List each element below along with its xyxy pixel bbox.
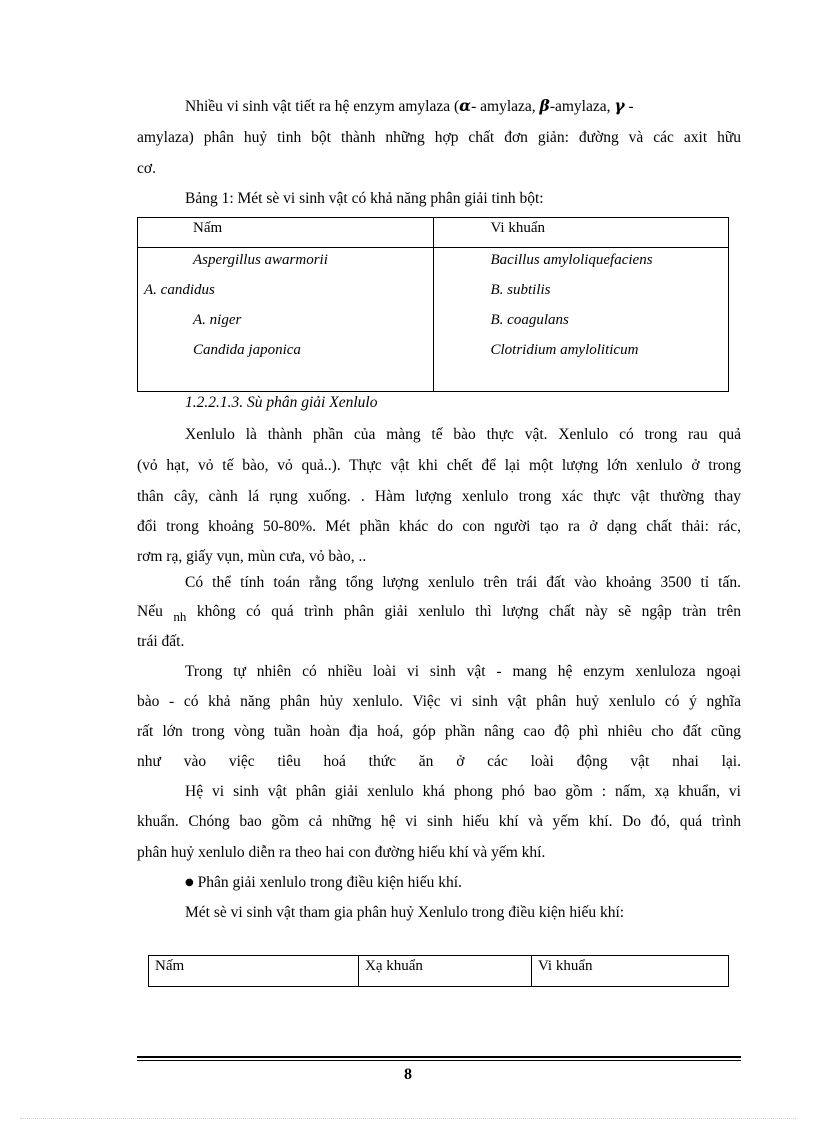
paragraph-3-line-1: Có thể tính toán rằng tổng lượng xenlulo trên trái đất vào khoảng 3500 tỉ tấn. <box>185 574 741 591</box>
gamma-symbol: γ <box>614 96 625 115</box>
fungi-item: Candida japonica <box>193 342 301 358</box>
bullet-icon: ● <box>185 877 194 888</box>
paragraph-1-line-2: amylaza) phân huỷ tinh bột thành những hợp chất đơn giản: đường và các axit hữu <box>137 129 741 146</box>
table-1-fungi-cell <box>138 248 434 392</box>
paragraph-5-line-1: Hệ vi sinh vật phân giải xenlulo khá phong phó bao gồm : nấm, xạ khuẩn, vi <box>185 783 741 800</box>
page-bottom-dotted-line <box>20 1118 796 1119</box>
paragraph-4-line-1: Trong tự nhiên có nhiều loài vi sinh vật - mang hệ enzym xenluloza ngoại <box>185 663 741 680</box>
table-1-caption: Bảng 1: Mét sè vi sinh vật có khả năng phân giải tinh bột: <box>185 190 544 207</box>
paragraph-4-line-4: như vào việc tiêu hoá thức ăn ở các loài động vật nhai lại. <box>137 753 741 770</box>
section-title: 1.2.2.1.3. Sù phân giải Xenlulo <box>185 394 378 411</box>
fungi-item: Aspergillus awarmorii <box>193 252 328 268</box>
text-segment: - amylaza, <box>471 98 540 115</box>
page-number: 8 <box>404 1066 412 1083</box>
paragraph-2-line-2: (vỏ hạt, vỏ tế bào, vỏ quả..). Thực vật khi chết để lại một lượng lớn xenlulo ở trong <box>137 457 741 474</box>
paragraph-5-line-2: khuẩn. Chóng bao gồm cả những hệ vi sinh hiếu khí và yếm khí. Do đó, quá trình <box>137 813 741 830</box>
paragraph-3-line-2 <box>137 602 741 622</box>
paragraph-4-line-2: bào - có khả năng phân hủy xenlulo. Việc vi sinh vật phân huỷ xenlulo có ý nghĩa <box>137 693 741 710</box>
beta-symbol: β <box>539 96 550 115</box>
fungi-item: A. niger <box>193 312 242 328</box>
table-2-header-bacteria: Vi khuẩn <box>532 956 729 987</box>
subscript-text: nh <box>173 609 187 624</box>
table-2-header-actinomycetes: Xạ khuẩn <box>359 956 532 987</box>
table-2 <box>148 955 729 987</box>
table-2-caption: Mét sè vi sinh vật tham gia phân huỷ Xenlulo trong điều kiện hiếu khí: <box>185 904 625 921</box>
header-label: Nấm <box>193 220 223 236</box>
table-1-bacteria-cell <box>433 248 729 392</box>
paragraph-1-line-1 <box>185 96 634 117</box>
paragraph-4-line-3: rất lớn trong vòng tuần hoàn địa hoá, góp phần nâng cao độ phì nhiêu cho đất cũng <box>137 723 741 740</box>
paragraph-3-line-3: trái đất. <box>137 633 185 650</box>
table-1-header-bacteria <box>433 218 729 248</box>
table-1-header-fungi <box>138 218 434 248</box>
paragraph-2-line-3: thân cây, cành lá rụng xuống. . Hàm lượng xenlulo trong xác thực vật thường thay <box>137 488 741 505</box>
alpha-symbol: α <box>459 96 472 115</box>
text-segment: không có quá trình phân giải xenlulo thì lượng chất này sẽ ngập tràn trên <box>196 603 742 620</box>
paragraph-2-line-4: đổi trong khoảng 50-80%. Mét phần khác do con người tạo ra ở dạng chất thải: rác, <box>137 518 741 535</box>
fungi-item: A. candidus <box>144 282 215 298</box>
text-segment: -amylaza, <box>549 98 615 115</box>
paragraph-2-line-1: Xenlulo là thành phần của màng tế bào thực vật. Xenlulo có trong rau quả <box>185 426 741 443</box>
bacteria-item: B. subtilis <box>490 282 551 298</box>
bullet-text: Phân giải xenlulo trong điều kiện hiếu khí. <box>197 874 462 891</box>
table-2-header-fungi: Nấm <box>149 956 359 987</box>
text-segment: Nhiều vi sinh vật tiết ra hệ enzym amylaza ( <box>185 98 460 115</box>
bacteria-item: B. coagulans <box>490 312 569 328</box>
table-1 <box>137 217 729 392</box>
paragraph-5-line-3: phân huỷ xenlulo diễn ra theo hai con đường hiếu khí và yếm khí. <box>137 844 546 861</box>
text-segment: - <box>624 98 634 115</box>
bullet-item <box>185 873 462 895</box>
header-label: Vi khuẩn <box>490 220 546 236</box>
text-segment: Nếu <box>137 603 163 620</box>
paragraph-1-line-3: cơ. <box>137 160 156 177</box>
bacteria-item: Bacillus amyloliquefaciens <box>490 252 653 268</box>
footer-rule <box>137 1056 741 1058</box>
paragraph-2-line-5: rơm rạ, giấy vụn, mùn cưa, vỏ bào, .. <box>137 548 367 565</box>
bacteria-item: Clotridium amyloliticum <box>490 342 639 358</box>
footer-rule-thin <box>137 1060 741 1061</box>
